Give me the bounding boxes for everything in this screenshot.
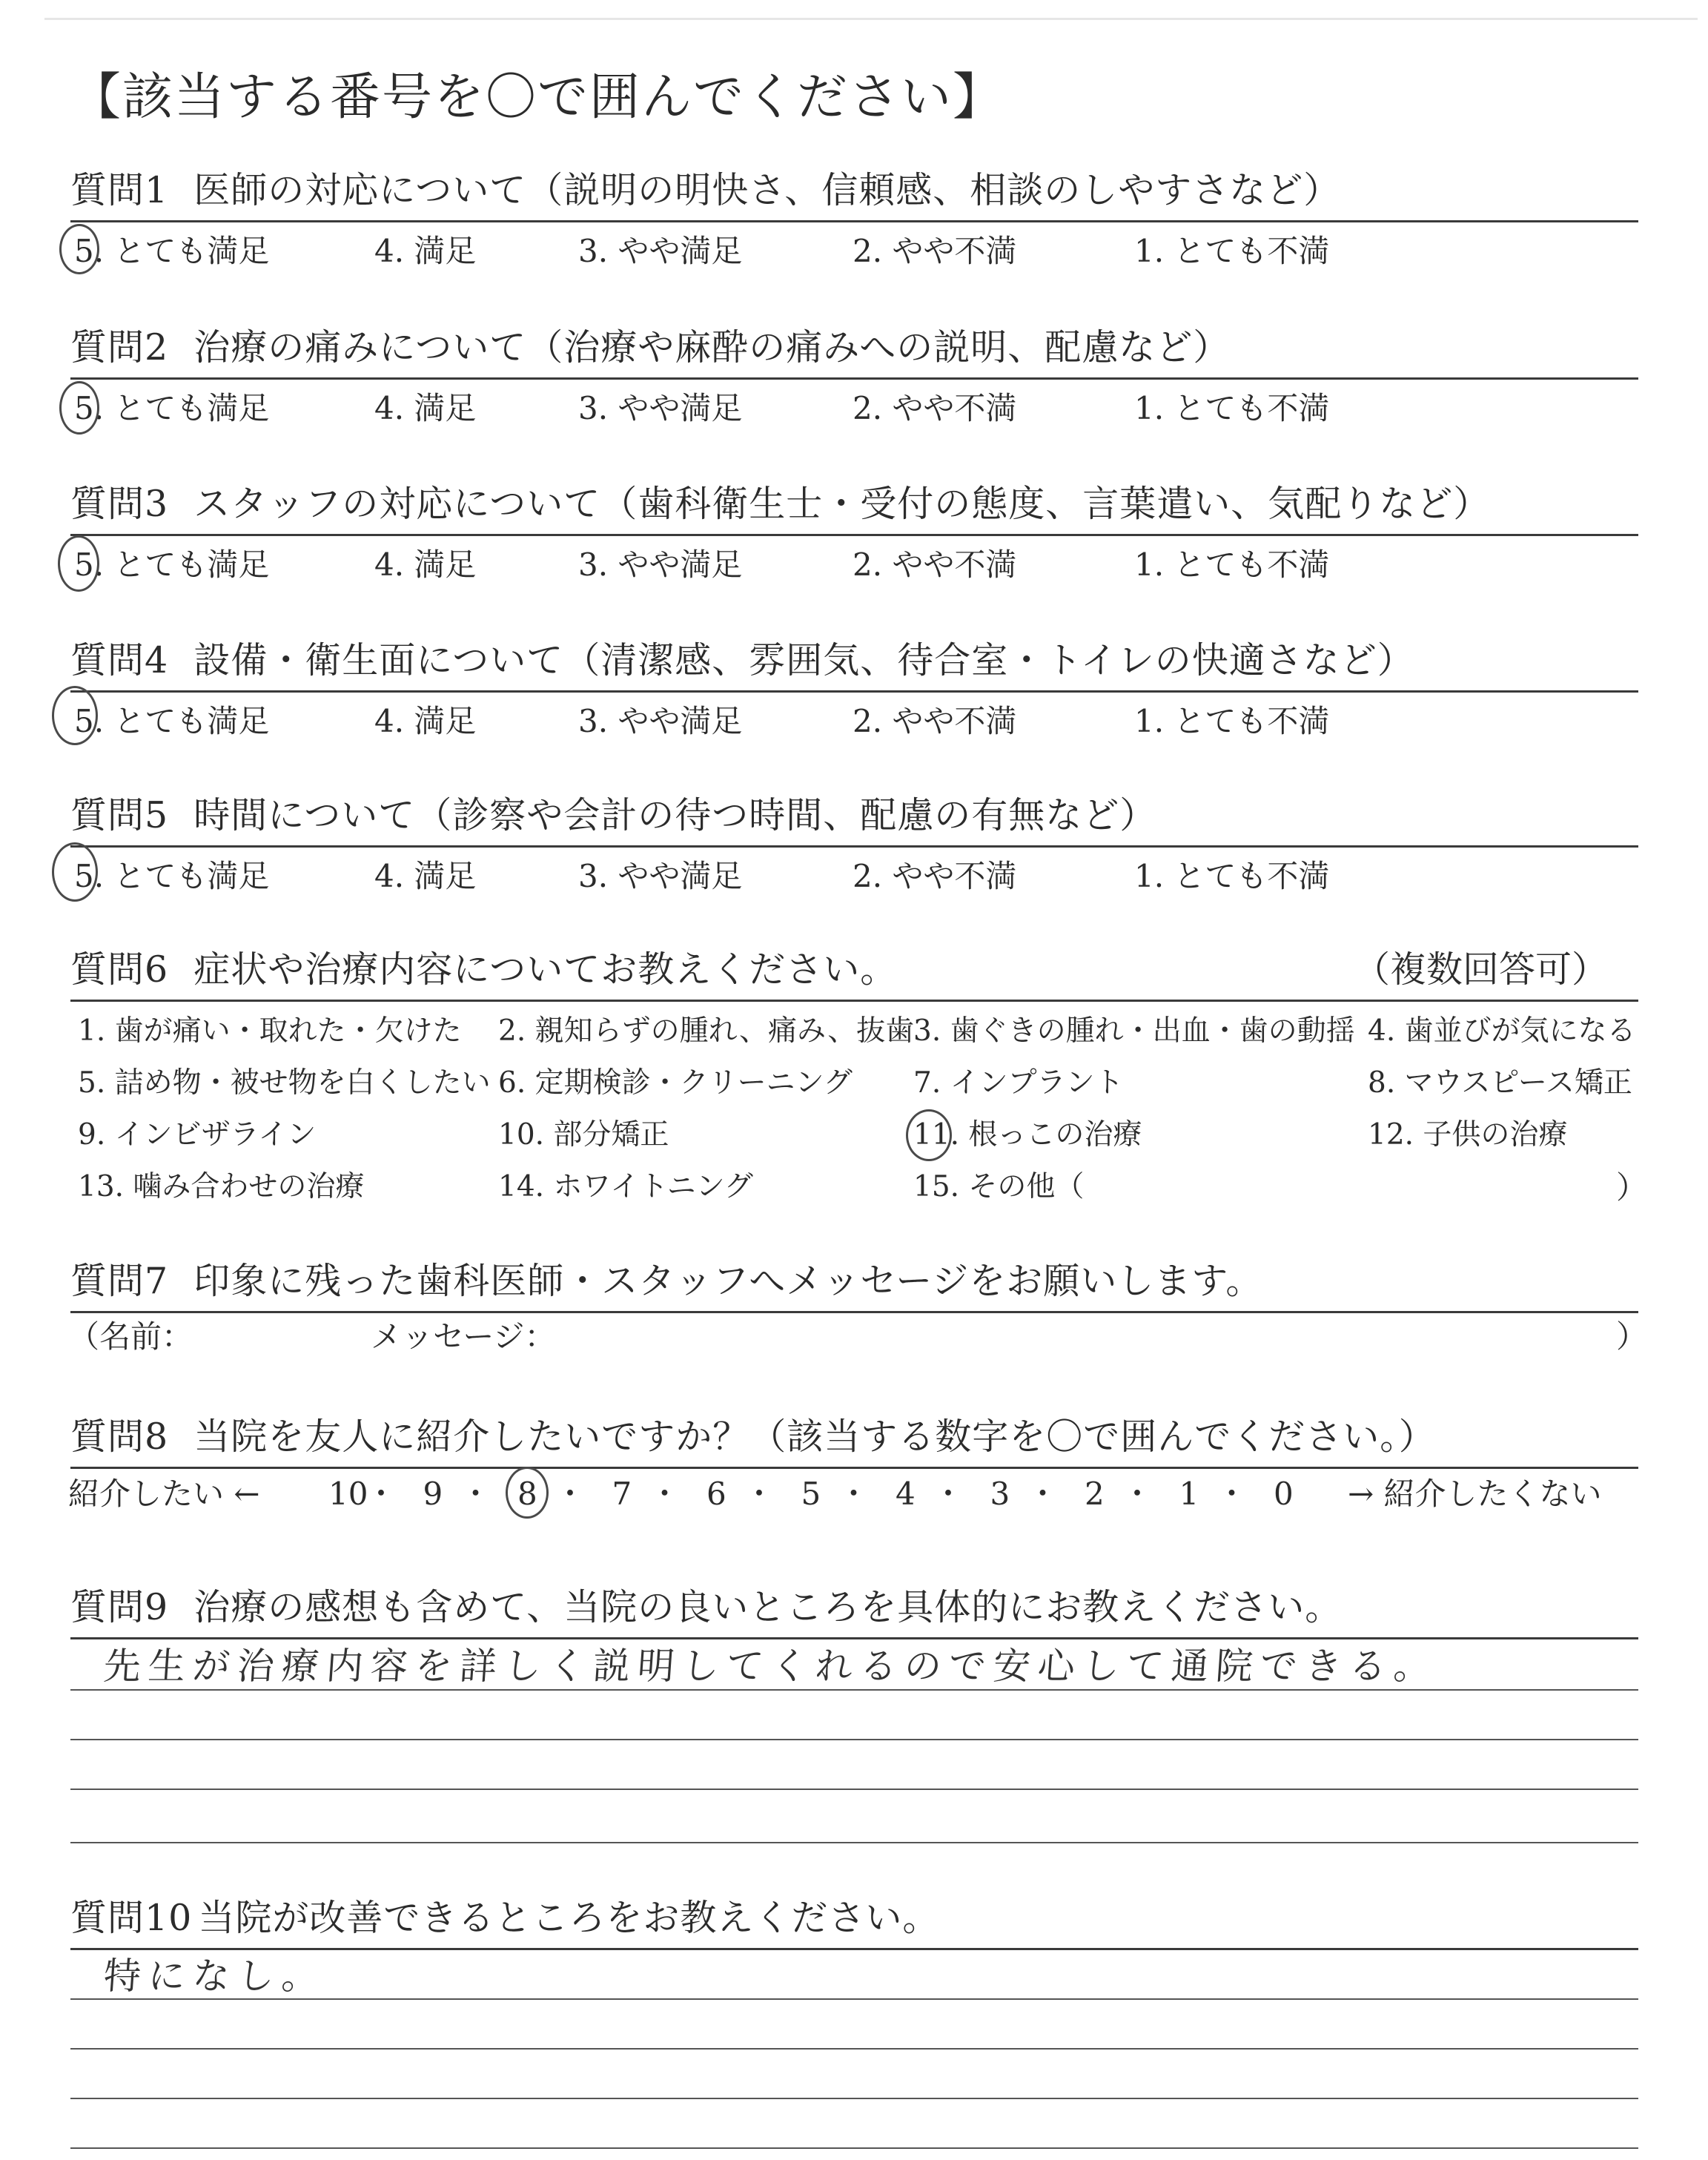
q5-option-4[interactable]: 4. 満足	[374, 858, 477, 894]
q8-scale-separator: ・	[838, 1476, 870, 1512]
question-9-heading	[70, 1586, 1343, 1628]
question-6-number: 質問6	[70, 948, 169, 991]
question-10-number: 質問10	[70, 1897, 193, 1939]
q2-selection-circle	[59, 381, 99, 435]
q7-close-paren: ）	[1616, 1318, 1648, 1355]
q6-item-2[interactable]: 2. 親知らずの腫れ、痛み、抜歯	[498, 1014, 915, 1048]
q8-scale-8[interactable]: 8	[517, 1476, 537, 1512]
q8-scale-separator: ・	[1027, 1476, 1059, 1512]
question-9-text: 治療の感想も含めて、当院の良いところを具体的にお教えください。	[193, 1586, 1343, 1628]
q6-item-12[interactable]: 12. 子供の治療	[1368, 1118, 1568, 1152]
q8-scale-4[interactable]: 4	[896, 1476, 916, 1512]
question-5-text: 時間について（診察や会計の待つ時間、配慮の有無など）	[193, 794, 1157, 836]
q8-scale-9[interactable]: 9	[423, 1476, 443, 1512]
question-7-number: 質問7	[70, 1260, 169, 1302]
q8-scale-3[interactable]: 3	[990, 1476, 1010, 1512]
q10-answer-line-2	[70, 2048, 1638, 2050]
q4-selection-circle	[52, 686, 98, 745]
q8-selection-circle	[506, 1467, 549, 1519]
q3-selection-circle	[58, 535, 99, 592]
q7-name-label: （名前：	[68, 1318, 193, 1355]
q6-item-8[interactable]: 8. マウスピース矯正	[1368, 1066, 1632, 1100]
q3-option-3[interactable]: 3. やや満足	[578, 546, 743, 583]
question-8-rule	[70, 1467, 1638, 1469]
q6-item-15[interactable]: 15. その他（	[913, 1170, 1085, 1203]
question-2-heading	[70, 326, 1231, 369]
question-5-rule	[70, 845, 1638, 848]
question-10-heading	[70, 1897, 940, 1939]
q10-answer-line-4	[70, 2147, 1638, 2149]
question-2-text: 治療の痛みについて（治療や麻酔の痛みへの説明、配慮など）	[193, 326, 1231, 369]
question-6-heading	[70, 948, 898, 991]
question-4-text: 設備・衛生面について（清潔感、雰囲気、待合室・トイレの快適さなど）	[193, 639, 1414, 681]
q8-scale-separator: ・	[1216, 1476, 1248, 1512]
q1-option-1[interactable]: 1. とても不満	[1134, 233, 1330, 269]
question-5-number: 質問5	[70, 794, 169, 836]
q6-item-11[interactable]: 11. 根っこの治療	[913, 1118, 1142, 1152]
question-9-number: 質問9	[70, 1586, 169, 1628]
q8-scale-separator: ・	[555, 1476, 586, 1512]
q8-scale-0[interactable]: 0	[1274, 1476, 1294, 1512]
question-5-heading	[70, 794, 1157, 836]
question-7-text: 印象に残った歯科医師・スタッフへメッセージをお願いします。	[193, 1260, 1263, 1302]
form-title: 【該当する番号を〇で囲んでください】	[70, 68, 1005, 127]
q8-scale-7[interactable]: 7	[612, 1476, 632, 1512]
q8-scale-separator: ・	[649, 1476, 681, 1512]
question-1-rule	[70, 220, 1638, 222]
q6-other-close-paren: ）	[1616, 1169, 1648, 1206]
question-4-number: 質問4	[70, 639, 169, 681]
q8-scale-separator: ・	[933, 1476, 964, 1512]
q1-option-5[interactable]: 5. とても満足	[74, 233, 270, 269]
q8-scale-2[interactable]: 2	[1085, 1476, 1105, 1512]
question-7-rule	[70, 1311, 1638, 1313]
q5-option-1[interactable]: 1. とても不満	[1134, 858, 1330, 894]
q8-scale-1[interactable]: 1	[1179, 1476, 1199, 1512]
q2-option-2[interactable]: 2. やや不満	[853, 390, 1017, 426]
q9-answer-line-1	[70, 1689, 1638, 1691]
q6-item-6[interactable]: 6. 定期検診・クリーニング	[498, 1066, 853, 1100]
q2-option-3[interactable]: 3. やや満足	[578, 390, 743, 426]
q9-answer-line-4	[70, 1842, 1638, 1843]
q4-option-5[interactable]: 5. とても満足	[74, 703, 270, 739]
question-7-heading	[70, 1260, 1263, 1302]
q8-scale-5[interactable]: 5	[801, 1476, 821, 1512]
q5-option-3[interactable]: 3. やや満足	[578, 858, 743, 894]
q6-item-4[interactable]: 4. 歯並びが気になる	[1368, 1014, 1636, 1048]
q4-option-2[interactable]: 2. やや不満	[853, 703, 1017, 739]
q2-option-4[interactable]: 4. 満足	[374, 390, 477, 426]
q6-item-9[interactable]: 9. インビザライン	[78, 1118, 317, 1152]
question-8-heading	[70, 1416, 1436, 1458]
q9-answer-line-3	[70, 1789, 1638, 1790]
question-3-rule	[70, 534, 1638, 536]
q6-item-1[interactable]: 1. 歯が痛い・取れた・欠けた	[78, 1014, 462, 1048]
q8-scale-separator: ・	[744, 1476, 775, 1512]
q8-scale-10[interactable]: 10	[328, 1476, 368, 1512]
question-6-text: 症状や治療内容についてお教えください。	[193, 948, 898, 991]
q1-option-4[interactable]: 4. 満足	[374, 233, 477, 269]
question-6-multiple-answer-note: （複数回答可）	[1353, 948, 1608, 991]
page-edge-line	[44, 18, 1698, 20]
question-3-text: スタッフの対応について（歯科衛生士・受付の態度、言葉遣い、気配りなど）	[193, 483, 1491, 525]
question-9-rule	[70, 1637, 1638, 1639]
q9-answer-line-2	[70, 1739, 1638, 1740]
q7-message-label: メッセージ：	[371, 1318, 556, 1355]
q3-option-1[interactable]: 1. とても不満	[1134, 546, 1330, 583]
q6-item-13[interactable]: 13. 噛み合わせの治療	[78, 1170, 365, 1203]
question-3-heading	[70, 483, 1491, 525]
q3-option-2[interactable]: 2. やや不満	[853, 546, 1017, 583]
q8-right-label: → 紹介したくない	[1348, 1476, 1602, 1512]
q1-selection-circle	[59, 224, 99, 274]
q9-handwritten-answer: 先生が治療内容を詳しく説明してくれるので安心して通院できる。	[102, 1645, 1440, 1688]
q4-option-1[interactable]: 1. とても不満	[1134, 703, 1330, 739]
question-3-number: 質問3	[70, 483, 169, 525]
question-4-heading	[70, 639, 1414, 681]
question-8-text: 当院を友人に紹介したいですか？（該当する数字を〇で囲んでください。）	[193, 1416, 1436, 1458]
q6-item-10[interactable]: 10. 部分矯正	[498, 1118, 669, 1152]
q4-option-3[interactable]: 3. やや満足	[578, 703, 743, 739]
question-6-rule	[70, 1000, 1638, 1002]
q2-option-1[interactable]: 1. とても不満	[1134, 390, 1330, 426]
q6-item-5[interactable]: 5. 詰め物・被せ物を白くしたい	[78, 1066, 491, 1100]
q5-option-2[interactable]: 2. やや不満	[853, 858, 1017, 894]
q3-option-4[interactable]: 4. 満足	[374, 546, 477, 583]
question-1-heading	[70, 169, 1341, 211]
question-10-rule	[70, 1948, 1638, 1950]
q10-handwritten-answer: 特になし。	[102, 1955, 328, 1998]
q3-option-5[interactable]: 5. とても満足	[74, 546, 270, 583]
q6-item-7[interactable]: 7. インプラント	[913, 1066, 1124, 1100]
q1-option-3[interactable]: 3. やや満足	[578, 233, 743, 269]
question-10-text: 当院が改善できるところをお教えください。	[198, 1897, 940, 1939]
q10-answer-line-1	[70, 1998, 1638, 2000]
q8-left-label: 紹介したい ←	[68, 1476, 260, 1512]
q5-option-5[interactable]: 5. とても満足	[74, 858, 270, 894]
q6-item-3[interactable]: 3. 歯ぐきの腫れ・出血・歯の動揺	[913, 1014, 1355, 1048]
q2-option-5[interactable]: 5. とても満足	[74, 390, 270, 426]
question-2-rule	[70, 377, 1638, 380]
q4-option-4[interactable]: 4. 満足	[374, 703, 477, 739]
q5-selection-circle	[52, 842, 98, 902]
question-1-text: 医師の対応について（説明の明快さ、信頼感、相談のしやすさなど）	[193, 169, 1341, 211]
question-8-number: 質問8	[70, 1416, 169, 1458]
question-1-number: 質問1	[70, 169, 169, 211]
question-4-rule	[70, 690, 1638, 693]
q1-option-2[interactable]: 2. やや不満	[853, 233, 1017, 269]
q10-answer-line-3	[70, 2098, 1638, 2099]
q8-scale-separator: ・	[365, 1476, 397, 1512]
q8-scale-separator: ・	[460, 1476, 491, 1512]
question-2-number: 質問2	[70, 326, 169, 369]
q8-scale-separator: ・	[1122, 1476, 1153, 1512]
q6-item-14[interactable]: 14. ホワイトニング	[498, 1170, 753, 1203]
q8-scale-6[interactable]: 6	[706, 1476, 726, 1512]
q6-selection-circle	[906, 1109, 952, 1161]
